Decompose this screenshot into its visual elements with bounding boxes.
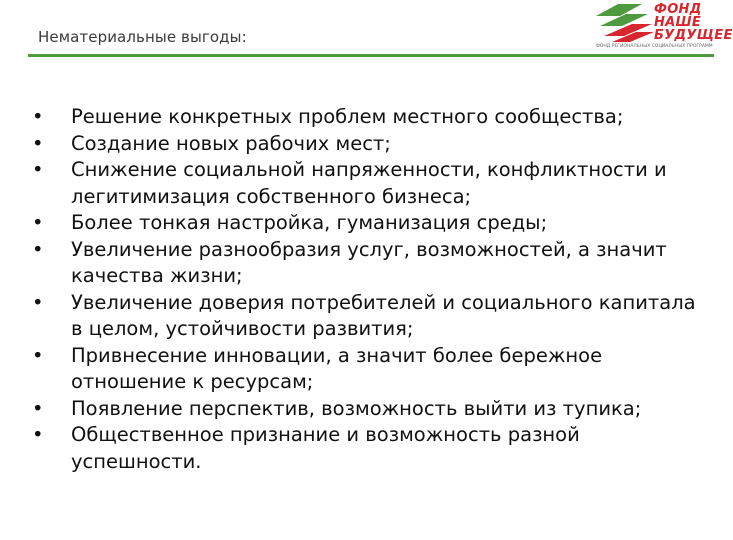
logo-tagline: ФОНД РЕГИОНАЛЬНЫХ СОЦИАЛЬНЫХ ПРОГРАММ — [596, 44, 713, 49]
logo-wordmark: ФОНД НАШЕ БУДУЩЕЕ — [654, 2, 733, 43]
list-item: • Создание новых рабочих мест; — [32, 131, 712, 158]
header-divider — [28, 54, 714, 57]
list-item: • Привнесение инновации, а значит более бережное отношение к ресурсам; — [32, 343, 603, 393]
list-item: • Более тонкая настройка, гуманизация среды; — [32, 210, 712, 237]
fund-logo — [596, 2, 733, 52]
bullet-icon: • — [32, 131, 44, 155]
benefits-list — [32, 104, 712, 475]
logo-stripes-icon — [596, 2, 656, 44]
slide-header — [0, 0, 733, 56]
bullet-icon: • — [32, 343, 44, 367]
bullet-icon: • — [32, 290, 44, 314]
list-item: • Общественное признание и возможность разной успешности. — [32, 423, 580, 473]
slide-title: Нематериальные выгоды: — [38, 28, 247, 46]
bullet-icon: • — [32, 396, 44, 420]
bullet-icon: • — [32, 237, 44, 261]
list-item: • Снижение социальной напряженности, конфликтности и легитимизация собственного бизнеса; — [32, 158, 667, 208]
list-item: • Решение конкретных проблем местного сообщества; — [32, 104, 712, 131]
list-item: • Увеличение разнообразия услуг, возможностей, а значит качества жизни; — [32, 237, 667, 287]
list-item: • Появление перспектив, возможность выйти из тупика; — [32, 396, 712, 423]
list-item: • Увеличение доверия потребителей и социального капитала в целом, устойчивости развития; — [32, 290, 696, 340]
slide-body — [32, 104, 712, 475]
bullet-icon: • — [32, 211, 44, 234]
bullet-icon: • — [32, 158, 44, 181]
bullet-icon: • — [32, 105, 44, 128]
bullet-icon: • — [32, 423, 44, 446]
